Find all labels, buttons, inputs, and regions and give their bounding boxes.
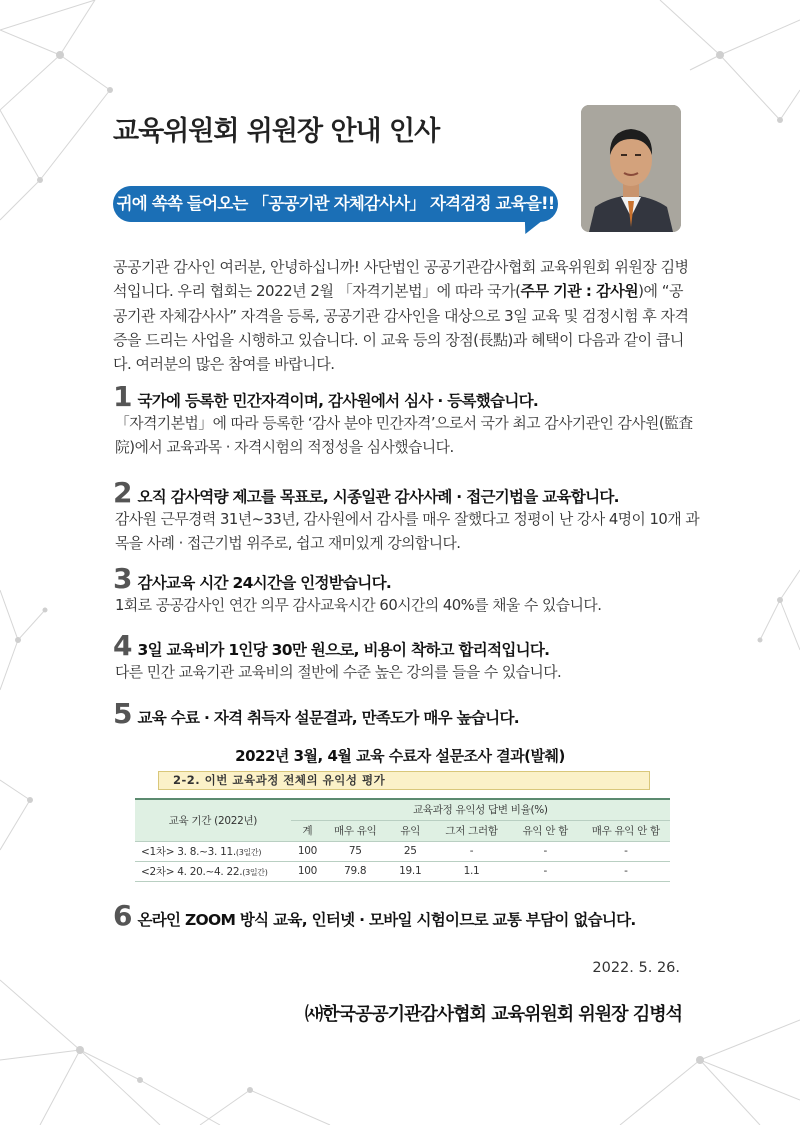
column-header: 유익 안 함: [509, 820, 582, 841]
cell-neutral: -: [434, 841, 509, 861]
table-row: [135, 861, 670, 881]
column-header: 매우 유익: [324, 820, 386, 841]
period-text: <1차> 3. 8.~3. 11.: [141, 845, 236, 858]
section-number: 6: [113, 899, 133, 932]
section-title: 교육 수료 · 자격 취득자 설문결과, 만족도가 매우 높습니다.: [137, 709, 519, 727]
column-header-group: 교육과정 유익성 답변 비율(%): [291, 799, 670, 820]
intro-text-1: 공공기관 감사인 여러분, 안녕하십니까! 사단법인 공공기관감사협회 교육위원회 위원장 김병석입니다. 우리 협회는 2022년 2월 「자격기본법」에 따라 국가(: [113, 258, 689, 301]
cell-neutral: 1.1: [434, 861, 509, 881]
chairman-portrait-photo: [581, 105, 681, 232]
document-date: 2022. 5. 26.: [592, 960, 680, 976]
survey-title: 2022년 3월, 4월 교육 수료자 설문조사 결과(발췌): [235, 747, 565, 765]
cell-not-useful: -: [509, 841, 582, 861]
cell-total: 100: [291, 841, 324, 861]
column-header-period: 교육 기간 (2022년): [135, 799, 291, 841]
section-number: 3: [113, 562, 133, 595]
section-title: 국가에 등록한 민간자격이며, 감사원에서 심사 · 등록했습니다.: [137, 392, 539, 410]
section-title: 3일 교육비가 1인당 30만 원으로, 비용이 착하고 합리적입니다.: [137, 641, 550, 659]
section-number: 1: [113, 380, 133, 413]
intro-text-2: )에 “공공기관 자체감사사” 자격을 등록, 공공기관 감사인을 대상으로 3일 교육 및 검정시험 후 자격증을 드리는 사업을 시행하고 있습니다. 이 교육 등의 장점(長點)과 혜택이 다음과 같이 큽니다. 여러분의 많은 참여를 바랍니다.: [113, 282, 689, 374]
cell-useful: 25: [386, 841, 434, 861]
cell-very-not-useful: -: [582, 861, 670, 881]
table-row: [135, 841, 670, 861]
period-days: (3일간): [235, 847, 262, 857]
period-days: (3일간): [242, 867, 268, 877]
period-text: <2차> 4. 20.~4. 22.: [141, 865, 243, 878]
section-title: 오직 감사역량 제고를 목표로, 시종일관 감사사례 · 접근기법을 교육합니다.: [137, 488, 619, 506]
column-header: 유익: [386, 820, 434, 841]
benefit-section-4: [113, 629, 703, 685]
cell-not-useful: -: [509, 861, 582, 881]
section-body: 다른 민간 교육기관 교육비의 절반에 수준 높은 강의를 들을 수 있습니다.: [115, 664, 562, 681]
column-header: 계: [291, 820, 324, 841]
signature-line: ㈔한국공공기관감사협회 교육위원회 위원장 김병석: [305, 1004, 682, 1025]
cell-period: [135, 861, 291, 881]
cell-very-useful: 75: [324, 841, 386, 861]
intro-text-bold: 주무 기관 : 감사원: [520, 282, 639, 301]
benefit-section-3: [113, 562, 703, 618]
section-title: 온라인 ZOOM 방식 교육, 인터넷 · 모바일 시험이므로 교통 부담이 없습니다.: [137, 911, 636, 929]
survey-results-table: [135, 798, 670, 882]
intro-paragraph: [113, 255, 693, 376]
cell-period: [135, 841, 291, 861]
benefit-section-5: [113, 697, 703, 730]
headline-banner: 귀에 쏙쏙 들어오는 「공공기관 자체감사사」 자격검정 교육을!!: [113, 186, 558, 222]
benefit-section-2: [113, 476, 703, 555]
cell-useful: 19.1: [386, 861, 434, 881]
section-body: 「자격기본법」에 따라 등록한 ‘감사 분야 민간자격’으로서 국가 최고 감사기관인 감사원(監査院)에서 교육과목 · 자격시험의 적정성을 심사했습니다.: [115, 415, 693, 456]
page-title: 교육위원회 위원장 안내 인사: [113, 116, 440, 147]
column-header: 그저 그러함: [434, 820, 509, 841]
benefit-section-1: [113, 380, 703, 459]
column-header: 매우 유익 안 함: [582, 820, 670, 841]
cell-total: 100: [291, 861, 324, 881]
benefit-section-6: [113, 899, 703, 932]
section-number: 4: [113, 629, 133, 662]
section-body: 감사원 근무경력 31년~33년, 감사원에서 감사를 매우 잘했다고 정평이 난 강사 4명이 10개 과목을 사례 · 접근기법 위주로, 쉽고 재미있게 강의합니다.: [115, 511, 700, 552]
survey-table-label: 2-2. 이번 교육과정 전체의 유익성 평가: [158, 771, 650, 790]
section-number: 2: [113, 476, 133, 509]
section-number: 5: [113, 697, 133, 730]
table-header-row: [135, 799, 670, 820]
cell-very-not-useful: -: [582, 841, 670, 861]
cell-very-useful: 79.8: [324, 861, 386, 881]
section-body: 1회로 공공감사인 연간 의무 감사교육시간 60시간의 40%를 채울 수 있습니다.: [115, 597, 602, 614]
section-title: 감사교육 시간 24시간을 인정받습니다.: [137, 574, 392, 592]
